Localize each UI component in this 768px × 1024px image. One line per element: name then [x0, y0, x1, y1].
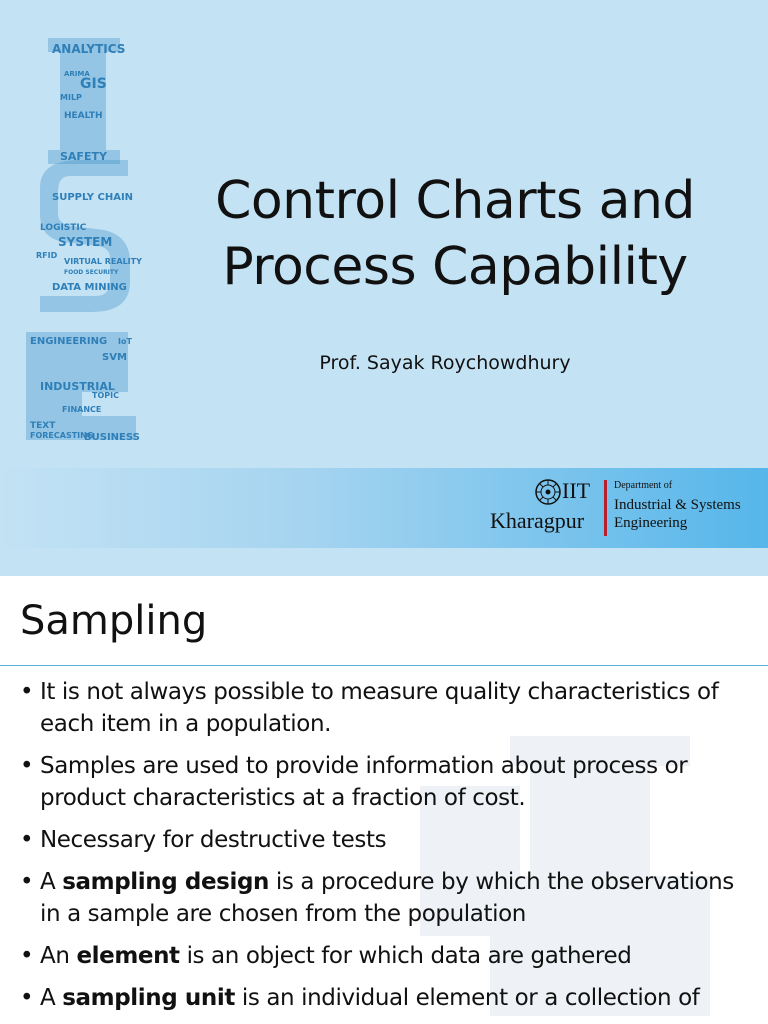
wordart-word: RFID: [36, 251, 58, 260]
wordart-word: DATA MINING: [52, 282, 127, 293]
list-item: [20, 676, 760, 740]
wordart-word: HEALTH: [64, 111, 103, 121]
list-item: [20, 824, 760, 856]
title-line-2: Process Capability: [222, 237, 688, 297]
bullet-glyph: •: [20, 943, 34, 969]
wordart-word: ARIMA: [64, 70, 90, 78]
list-item: [20, 750, 760, 814]
bullet-glyph: •: [20, 827, 34, 853]
wordart-word: SVM: [102, 352, 127, 363]
bullet-glyph: •: [20, 869, 34, 895]
slide-title: Sampling: [20, 598, 208, 644]
bullet-text: is a procedure by which the observations in a sample are chosen from the population: [40, 869, 734, 927]
isl-wordart-logo: [0, 0, 150, 460]
wordart-word: FINANCE: [62, 405, 102, 414]
bullet-text: An: [40, 943, 77, 969]
bullet-glyph: •: [20, 679, 34, 705]
title-divider: [0, 665, 768, 666]
bullet-text: Necessary for destructive tests: [40, 827, 387, 853]
author-name: Prof. Sayak Roychowdhury: [319, 352, 571, 374]
wordart-word: INDUSTRIAL: [40, 380, 115, 393]
logo-department-of: Department of: [614, 480, 673, 491]
bullet-text: Samples are used to provide information about process or product characteristics at a fraction of cost.: [40, 753, 688, 811]
wordart-word: FOOD SECURITY: [64, 269, 119, 276]
wordart-word: TEXT: [30, 421, 56, 431]
bold-term: sampling design: [62, 869, 269, 895]
wordart-word: FORECASTING: [30, 431, 94, 440]
logo-divider: [604, 480, 607, 536]
wordart-word: ANALYTICS: [52, 42, 126, 56]
wordart-word: SUPPLY CHAIN: [52, 192, 134, 203]
bullet-text: It is not always possible to measure quality characteristics of each item in a population.: [40, 679, 719, 737]
logo-department-name: [614, 496, 741, 532]
bullet-text: is an individual element or a collection of: [234, 985, 700, 1011]
list-item: [20, 940, 760, 972]
bold-term: sampling unit: [62, 985, 235, 1011]
wordart-word: LOGISTIC: [40, 223, 87, 233]
wordart-word: ENGINEERING: [30, 336, 108, 347]
wordart-word: TOPIC: [92, 391, 119, 400]
wordart-word: IoT: [118, 337, 132, 346]
sampling-slide: [0, 576, 768, 1024]
bullet-glyph: •: [20, 985, 34, 1011]
wordart-word: VIRTUAL REALITY: [64, 257, 142, 266]
title-line-1: Control Charts and: [215, 171, 695, 231]
iit-emblem-icon: [534, 478, 562, 506]
bullet-list: [20, 676, 760, 1024]
wordart-word: GIS: [80, 76, 107, 92]
logo-iit-text: IIT: [562, 478, 591, 503]
list-item: [20, 866, 760, 930]
wordart-word: SAFETY: [60, 150, 107, 163]
bullet-text: A: [40, 869, 63, 895]
wordart-word: BUSINESS: [84, 432, 140, 443]
bold-term: element: [76, 943, 180, 969]
wordart-word: MILP: [60, 93, 82, 102]
logo-kharagpur-text: Kharagpur: [490, 508, 585, 533]
department-line-1: Industrial & Systems: [614, 497, 741, 513]
slide-title: [160, 168, 750, 300]
department-line-2: Engineering: [614, 515, 688, 531]
iit-kgp-logo: [490, 476, 760, 542]
wordart-word: SYSTEM: [58, 235, 113, 249]
list-item: [20, 982, 760, 1014]
bullet-text: is an object for which data are gathered: [179, 943, 632, 969]
bullet-text: A: [40, 985, 63, 1011]
bullet-glyph: •: [20, 753, 34, 779]
